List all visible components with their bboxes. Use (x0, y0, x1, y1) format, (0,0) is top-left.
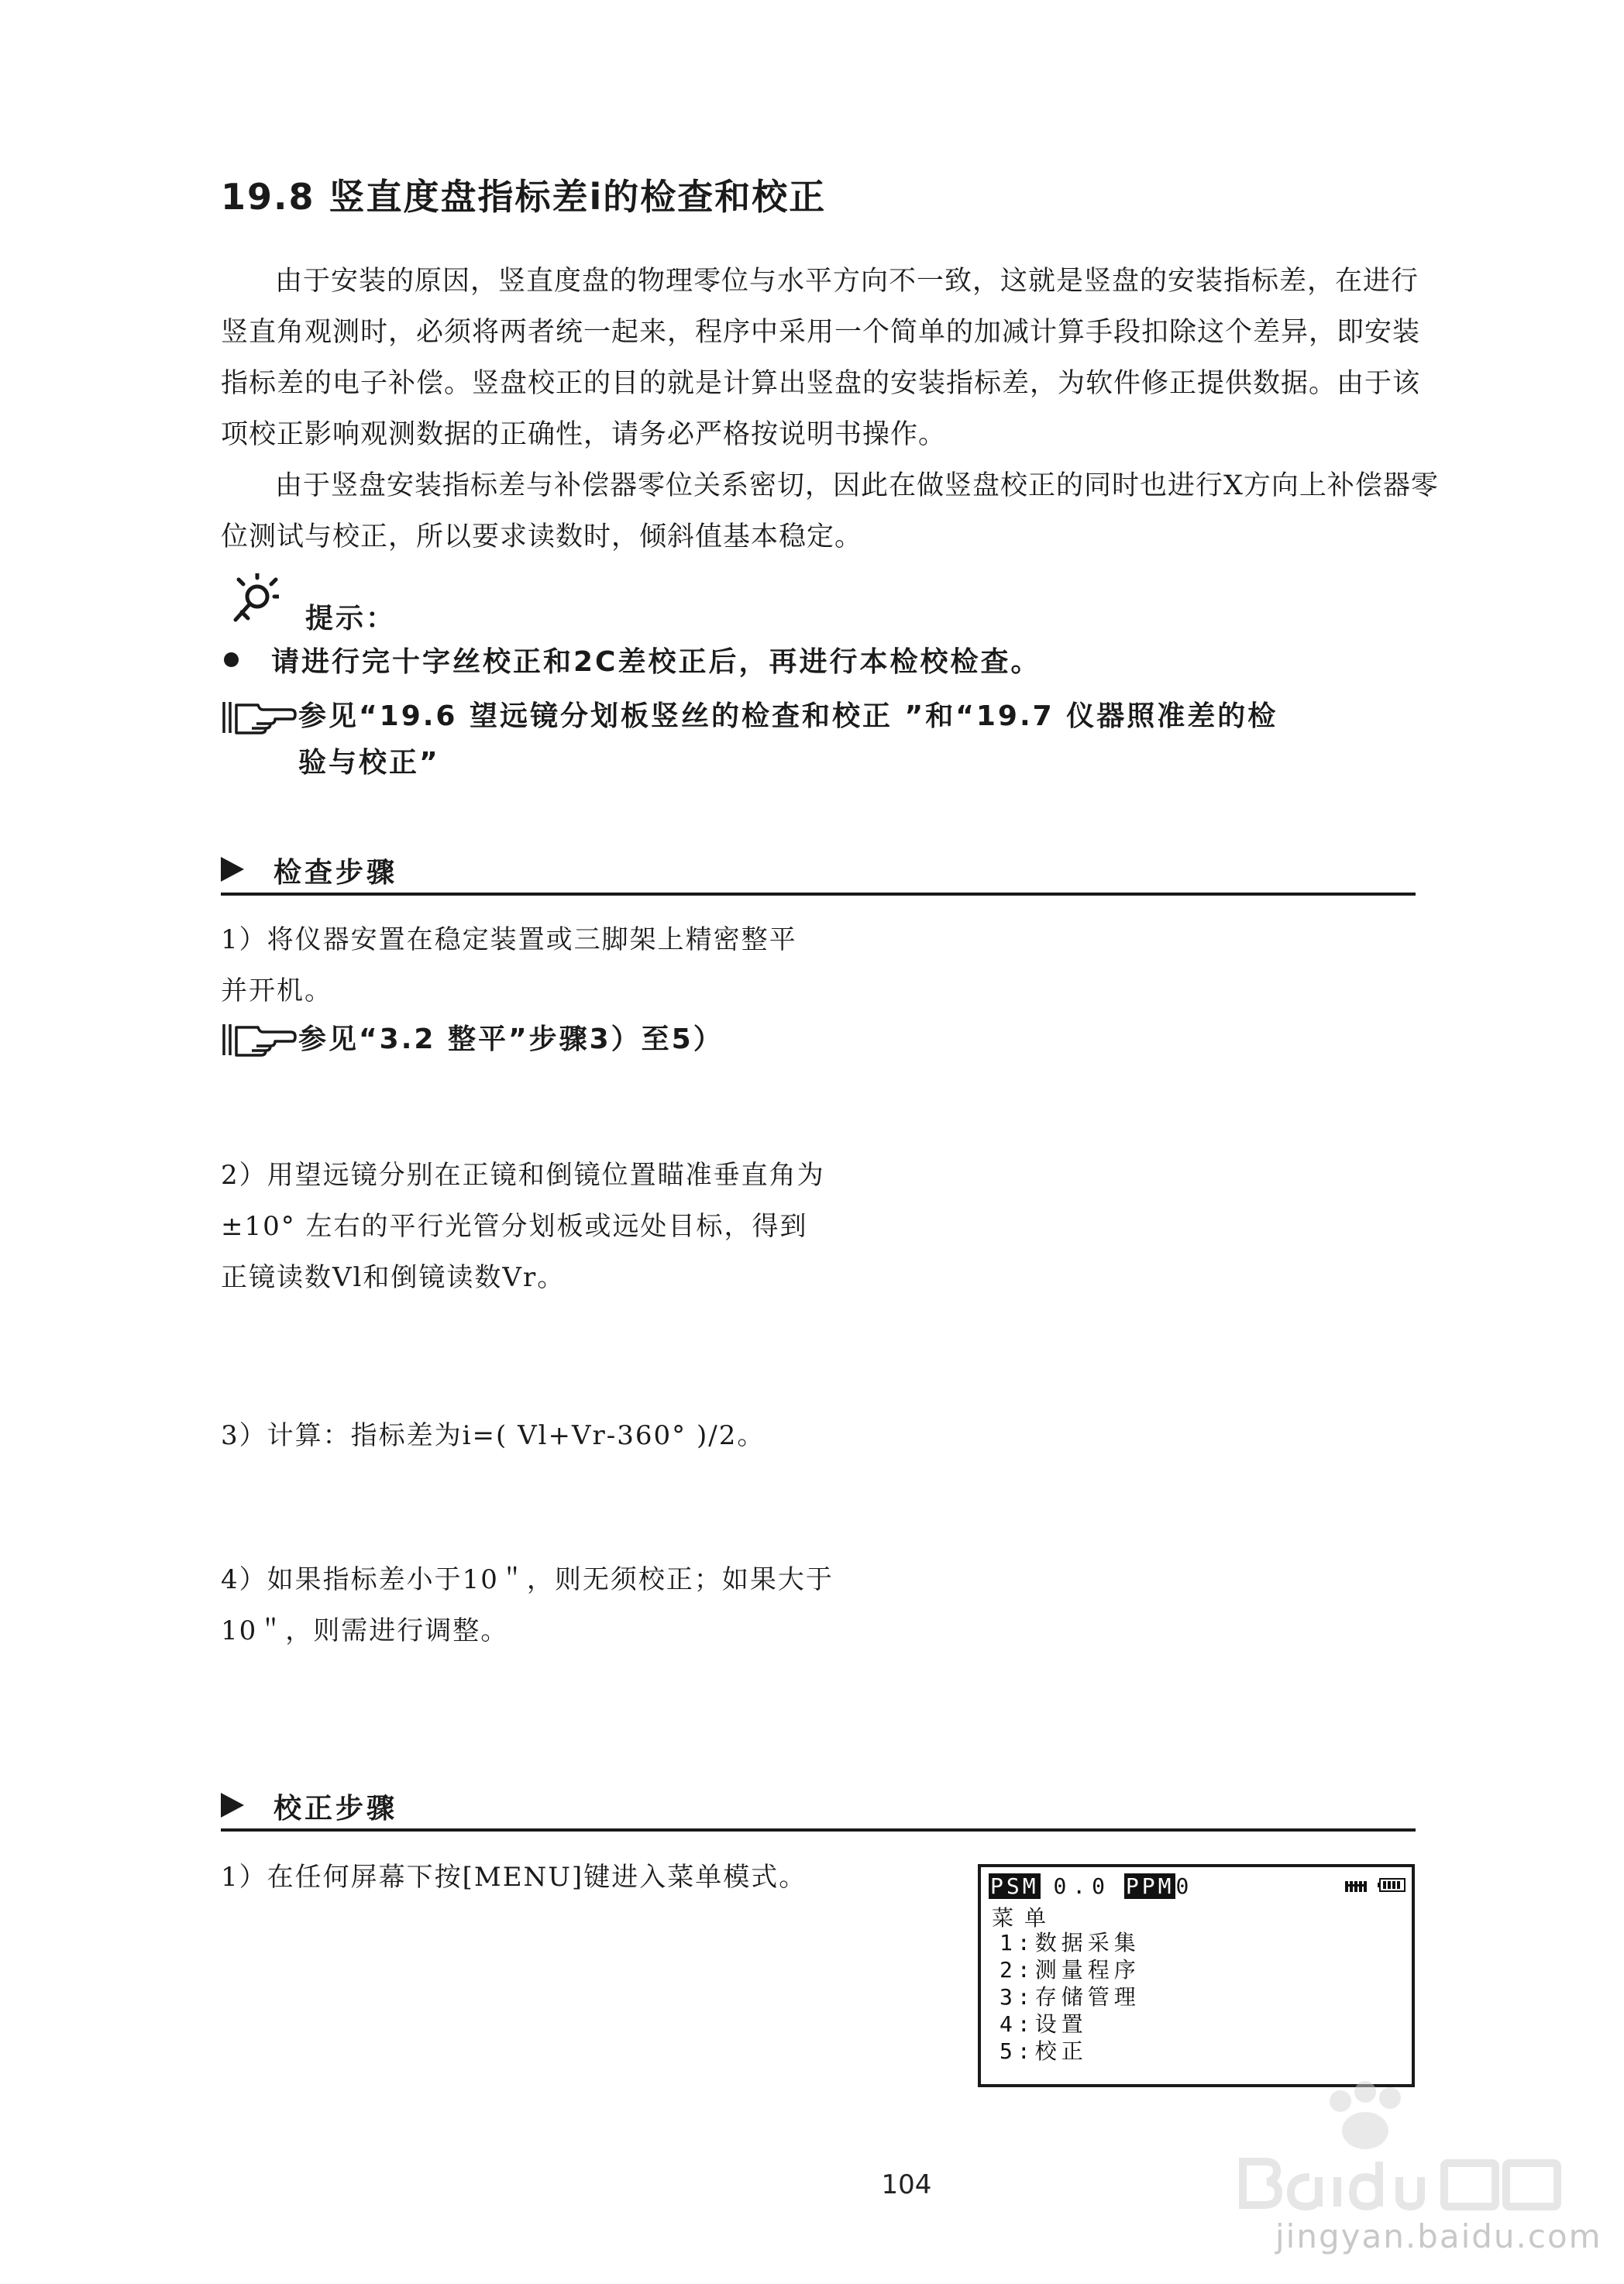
tip-bullet-text: 请进行完十字丝校正和2C差校正后，再进行本检校检查。 (271, 646, 1041, 678)
pointing-hand-icon (221, 1020, 297, 1060)
check-steps-heading (221, 846, 1416, 896)
lcd-ppm-label: PPM (1125, 1873, 1175, 1899)
lcd-menu-item: 3:存储管理 (1000, 1984, 1141, 2010)
page-number: 104 (881, 2169, 932, 2200)
intro-paragraph-1: 由于安装的原因，竖直度盘的物理零位与水平方向不一致，这就是竖盘的安装指标差，在进行竖直角观测时，必须将两者统一起来，程序中采用一个简单的加减计算手段扣除这个差异，即安装指标差的电子补偿。竖盘校正的目的就是计算出竖盘的安装指标差，为软件修正提供数据。由于该项校正影响观测数据的正确性，请务必严格按说明书操作。 (221, 266, 1421, 450)
pointing-hand-icon (221, 697, 297, 738)
section-title: 19.8 竖直度盘指标差i的检查和校正 (221, 176, 827, 218)
tip-reference-line-1: 参见“19.6 望远镜分划板竖丝的检查和校正 ”和“19.7 仪器照准差的检 (298, 700, 1278, 732)
check-step-4-line-2: 10＂，则需进行调整。 (221, 1615, 509, 1646)
triangle-marker-icon (221, 1793, 244, 1818)
check-step-3-text: 3）计算：指标差为i=( Vl+Vr-360° )/2。 (221, 1420, 766, 1451)
check-step-1-line-1: 1）将仪器安置在稳定装置或三脚架上精密整平 (221, 924, 797, 955)
check-step-2 (221, 1150, 825, 1303)
intro-text (221, 256, 1445, 562)
lcd-psm-label: PSM (990, 1873, 1039, 1899)
check-step-1-line-2: 并开机。 (221, 975, 332, 1006)
signal-strength-icon (1345, 1880, 1368, 1892)
bullet-dot (224, 652, 239, 667)
lcd-ppm-value: 0 (1175, 1873, 1189, 1899)
adjust-steps-heading-label: 校正步骤 (274, 1793, 398, 1825)
instrument-lcd-screen (978, 1864, 1415, 2087)
watermark-url: jingyan.baidu.com (1275, 2217, 1602, 2255)
tip-reference-line-2: 验与校正” (298, 747, 440, 779)
tip-title: 提示： (305, 603, 397, 635)
check-step-4 (221, 1554, 834, 1656)
check-step-2-line-1: 2）用望远镜分别在正镜和倒镜位置瞄准垂直角为 (221, 1160, 825, 1191)
lcd-status-row (989, 1873, 1189, 1899)
check-step-1-reference: 参见“3.2 整平”步骤3）至5） (298, 1023, 724, 1055)
lightbulb-tip-icon (226, 573, 279, 626)
check-step-2-line-3: 正镜读数Vl和倒镜读数Vr。 (221, 1262, 566, 1293)
lcd-menu-title: 菜单 (992, 1905, 1058, 1931)
lcd-menu-item: 5:校正 (1000, 2038, 1088, 2064)
triangle-marker-icon (221, 857, 244, 882)
lcd-menu-item: 2:测量程序 (1000, 1957, 1141, 1983)
lcd-psm-value: 0.0 (1053, 1873, 1112, 1899)
adjust-step-1-text: 1）在任何屏幕下按[MENU]键进入菜单模式。 (221, 1862, 807, 1893)
battery-icon (1378, 1878, 1406, 1892)
check-step-1 (221, 914, 797, 1016)
intro-paragraph-2: 由于竖盘安装指标差与补偿器零位关系密切，因此在做竖盘校正的同时也进行X方向上补偿器零位测试与校正，所以要求读数时，倾斜值基本稳定。 (221, 470, 1439, 552)
lcd-menu-list (1000, 1929, 1141, 2065)
check-step-4-line-1: 4）如果指标差小于10＂，则无须校正；如果大于 (221, 1564, 834, 1595)
check-step-3 (221, 1410, 765, 1461)
check-steps-heading-label: 检查步骤 (274, 857, 398, 889)
lcd-menu-item: 1:数据采集 (1000, 1930, 1141, 1956)
check-step-2-line-2: ±10° 左右的平行光管分划板或远处目标，得到 (221, 1211, 808, 1242)
adjust-steps-heading (221, 1782, 1416, 1832)
adjust-step-1 (221, 1852, 807, 1903)
lcd-menu-item: 4:设置 (1000, 2011, 1088, 2037)
